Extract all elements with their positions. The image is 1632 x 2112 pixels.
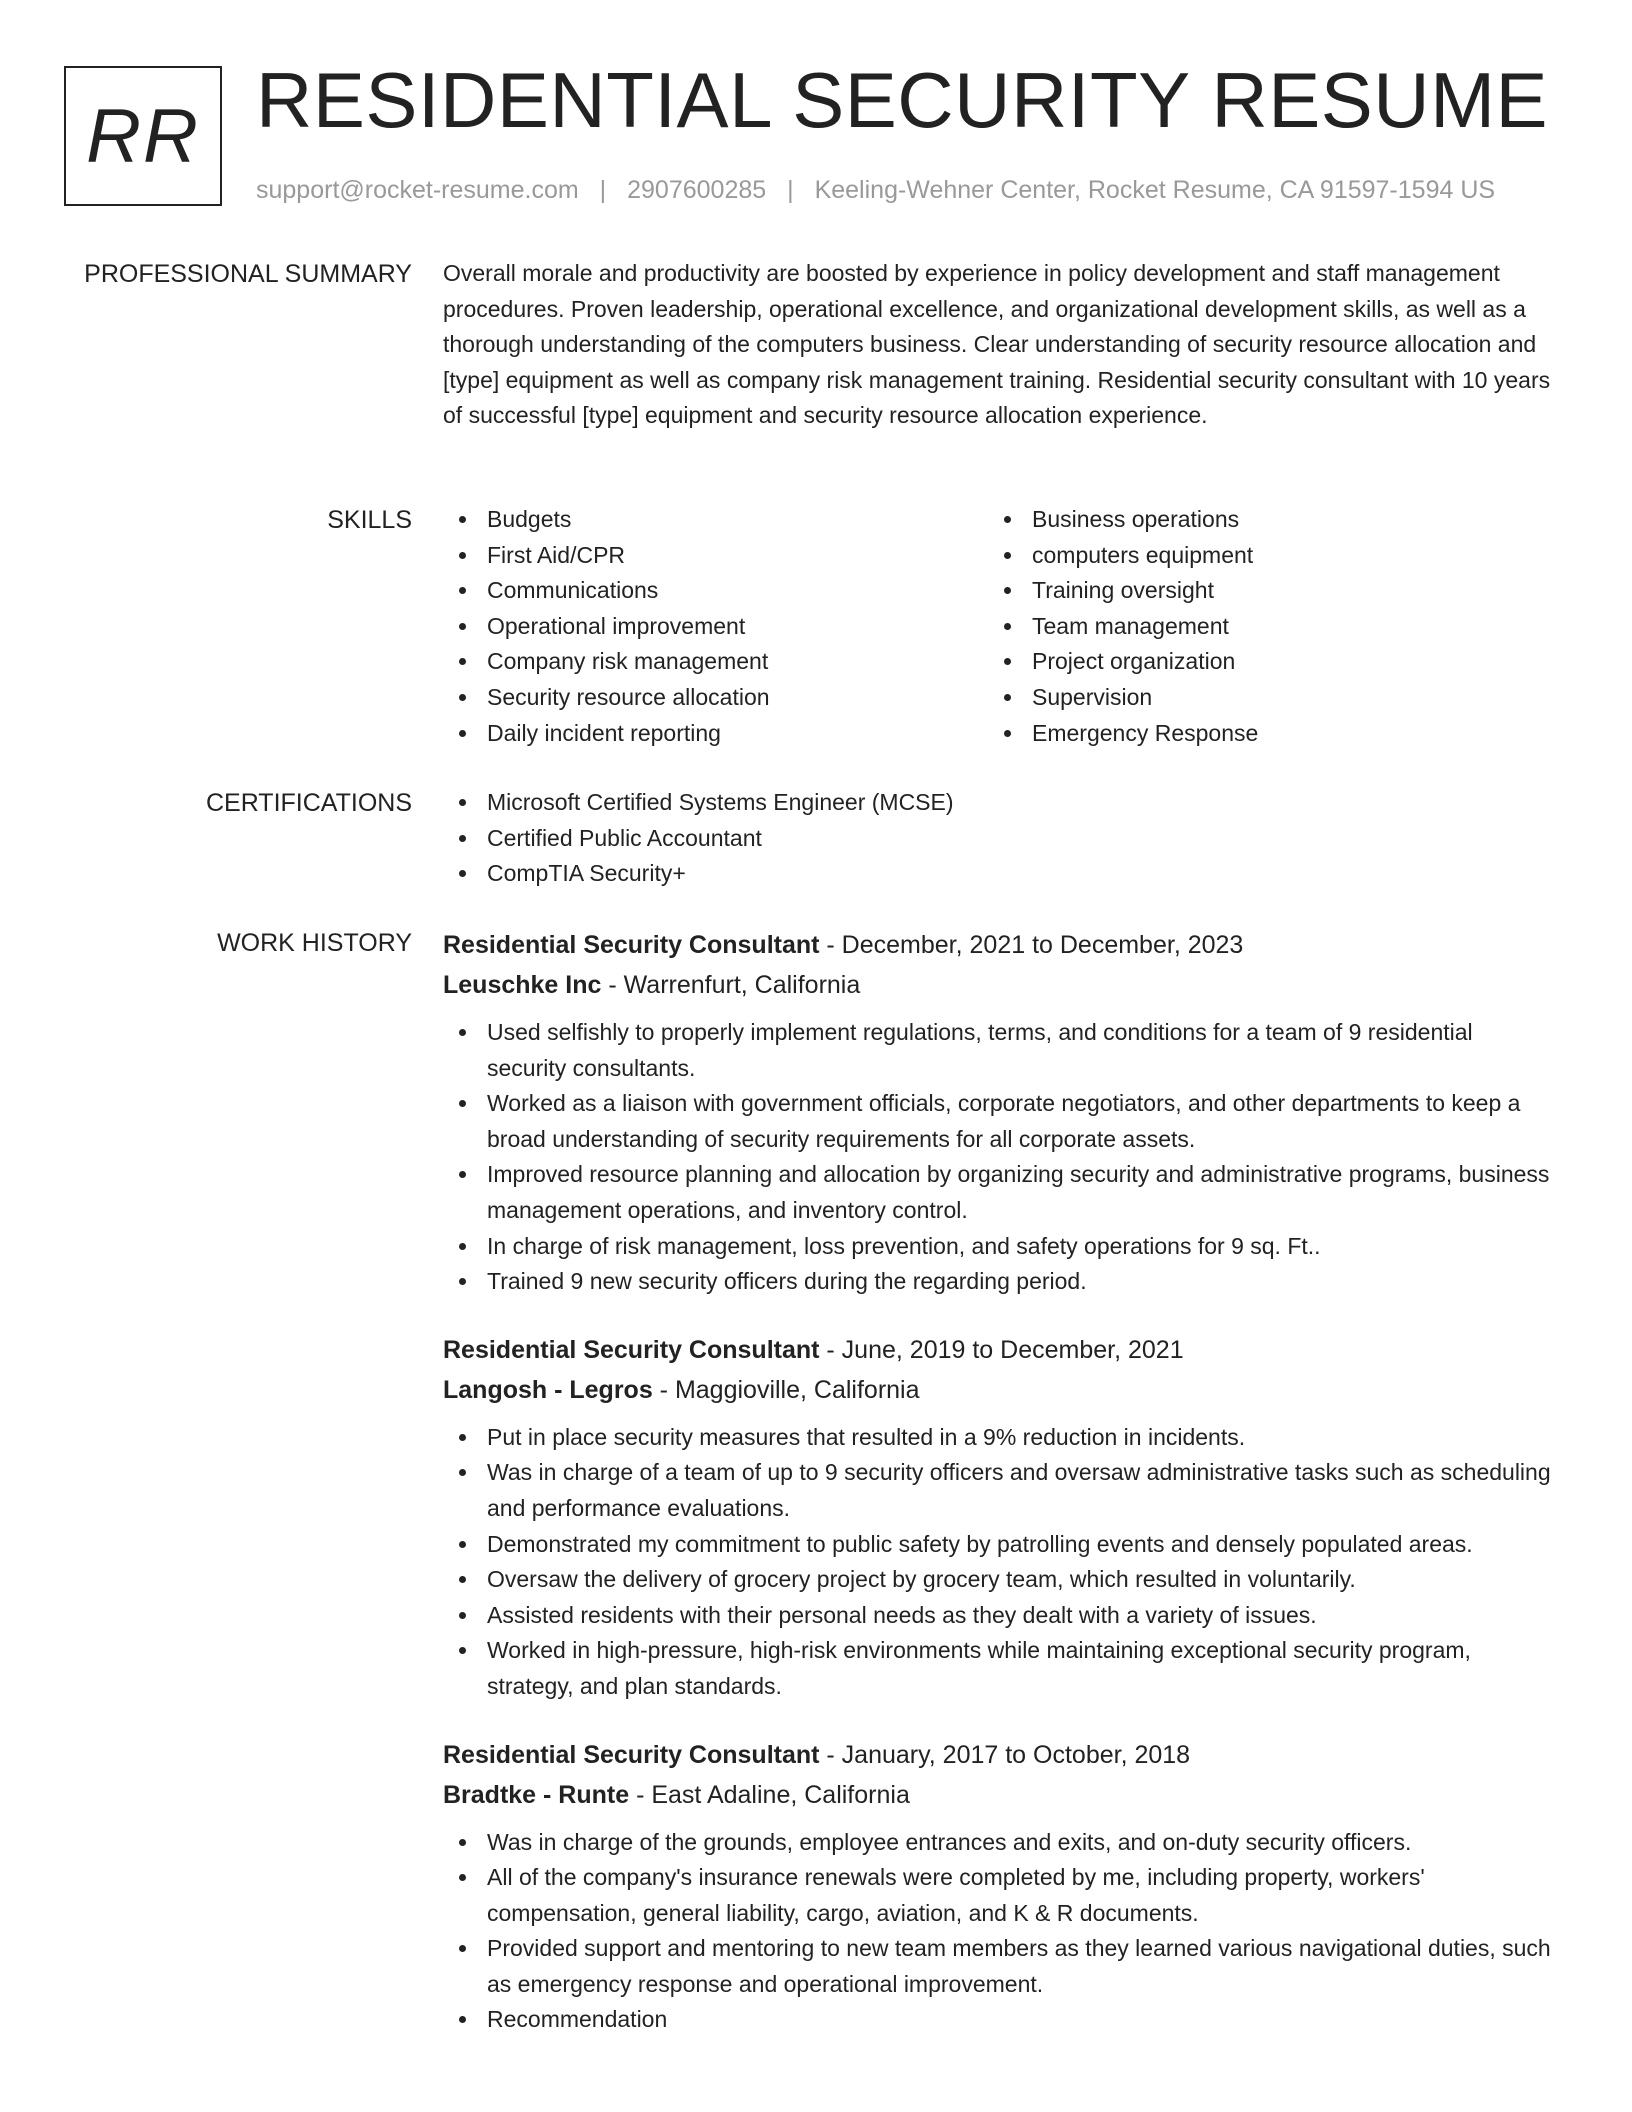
work-history-body (443, 925, 1555, 2068)
skill-item: First Aid/CPR (443, 538, 988, 574)
job-dates: - December, 2021 to December, 2023 (819, 931, 1244, 959)
section-label-certifications: CERTIFICATIONS (205, 789, 412, 817)
contact-email[interactable]: support@rocket-resume.com (256, 176, 579, 204)
job-title: Residential Security Consultant (443, 931, 820, 959)
contact-separator: | (787, 176, 794, 204)
contact-address: Keeling-Wehner Center, Rocket Resume, CA 91597-1594 US (814, 176, 1496, 204)
skill-item: Team management (988, 609, 1533, 645)
job-bullet: Recommendation (443, 2002, 1555, 2038)
contact-phone[interactable]: 2907600285 (627, 176, 767, 204)
job-company-line (443, 1775, 1555, 1815)
job-bullet: All of the company's insurance renewals were completed by me, including property, workers' compensation, general liability, cargo, aviation, and K & R documents. (443, 1860, 1555, 1931)
skill-item: Project organization (988, 644, 1533, 680)
skill-item: Daily incident reporting (443, 716, 988, 752)
contact-separator: | (599, 176, 607, 204)
job-dates: - January, 2017 to October, 2018 (819, 1740, 1191, 1769)
skill-item: Emergency Response (988, 716, 1533, 752)
section-label-summary: PROFESSIONAL SUMMARY (84, 260, 412, 288)
job-dates: - June, 2019 to December, 2021 (819, 1335, 1184, 1364)
skills-list-left (443, 502, 988, 751)
job-bullet: Was in charge of a team of up to 9 security officers and oversaw administrative tasks such as scheduling and performance evaluations. (443, 1455, 1555, 1526)
certifications-body (443, 785, 1555, 892)
job-title-line (443, 925, 1555, 965)
job-bullet: Assisted residents with their personal needs as they dealt with a variety of issues. (443, 1598, 1555, 1634)
skill-item: Budgets (443, 502, 988, 538)
section-label-work-history: WORK HISTORY (217, 929, 412, 957)
skill-item: Communications (443, 573, 988, 609)
job-location: - Maggioville, California (652, 1375, 920, 1404)
certification-item: Microsoft Certified Systems Engineer (MCSE) (443, 785, 1555, 821)
job-title: Residential Security Consultant (443, 1335, 820, 1364)
job-entry (443, 1330, 1555, 1705)
monogram-logo: RR (64, 66, 222, 206)
summary-body (443, 256, 1555, 434)
contact-line (256, 172, 1495, 208)
skill-item: Security resource allocation (443, 680, 988, 716)
job-bullets (443, 1825, 1555, 2039)
job-bullets (443, 1015, 1555, 1300)
job-title-line (443, 1735, 1555, 1775)
skill-item: Business operations (988, 502, 1533, 538)
job-entry (443, 925, 1555, 1300)
job-bullet: Demonstrated my commitment to public safety by patrolling events and densely populated areas. (443, 1527, 1555, 1563)
job-company: Langosh - Legros (443, 1375, 653, 1404)
job-company-line (443, 965, 1555, 1005)
skill-item: Supervision (988, 680, 1533, 716)
job-company-line (443, 1370, 1555, 1410)
job-title: Residential Security Consultant (443, 1740, 820, 1769)
skill-item: computers equipment (988, 538, 1533, 574)
job-bullet: In charge of risk management, loss prevention, and safety operations for 9 sq. Ft.. (443, 1229, 1555, 1265)
job-bullet: Provided support and mentoring to new team members as they learned various navigational duties, such as emergency response and operational improvement. (443, 1931, 1555, 2002)
certifications-list (443, 785, 1555, 892)
summary-text: Overall morale and productivity are boosted by experience in policy development and staff management procedures. Proven leadership, operational excellence, and organizational development skills, as well as a thorough understanding of the computers business. Clear understanding of security resource allocation and [type] equipment as well as company risk management training. Residential security consultant with 10 years of successful [type] equipment and security resource allocation experience. (443, 260, 1551, 429)
job-bullet: Used selfishly to properly implement regulations, terms, and conditions for a team of 9 residential security consultants. (443, 1015, 1555, 1086)
certification-item: Certified Public Accountant (443, 821, 1555, 857)
job-bullet: Worked as a liaison with government officials, corporate negotiators, and other departments to keep a broad understanding of security requirements for all corporate assets. (443, 1086, 1555, 1157)
page-title: RESIDENTIAL SECURITY RESUME (256, 56, 1549, 144)
job-bullet: Worked in high-pressure, high-risk environments while maintaining exceptional security program, strategy, and plan standards. (443, 1633, 1555, 1704)
job-bullet: Put in place security measures that resulted in a 9% reduction in incidents. (443, 1420, 1555, 1456)
job-bullet: Trained 9 new security officers during the regarding period. (443, 1264, 1555, 1300)
job-company: Leuschke Inc (443, 971, 602, 999)
certification-item: CompTIA Security+ (443, 856, 1555, 892)
job-location: - Warrenfurt, California (601, 971, 861, 999)
skills-body (443, 502, 1555, 751)
job-bullet: Was in charge of the grounds, employee entrances and exits, and on-duty security officers. (443, 1825, 1555, 1861)
skills-list-right (988, 502, 1533, 751)
job-bullet: Improved resource planning and allocation by organizing security and administrative programs, business management operations, and inventory control. (443, 1157, 1555, 1228)
section-label-skills: SKILLS (327, 506, 412, 534)
skill-item: Company risk management (443, 644, 988, 680)
job-company: Bradtke - Runte (443, 1780, 630, 1809)
skill-item: Operational improvement (443, 609, 988, 645)
skill-item: Training oversight (988, 573, 1533, 609)
job-location: - East Adaline, California (629, 1780, 910, 1809)
job-bullet: Oversaw the delivery of grocery project by grocery team, which resulted in voluntarily. (443, 1562, 1555, 1598)
job-title-line (443, 1330, 1555, 1370)
job-bullets (443, 1420, 1555, 1705)
job-entry (443, 1735, 1555, 2039)
